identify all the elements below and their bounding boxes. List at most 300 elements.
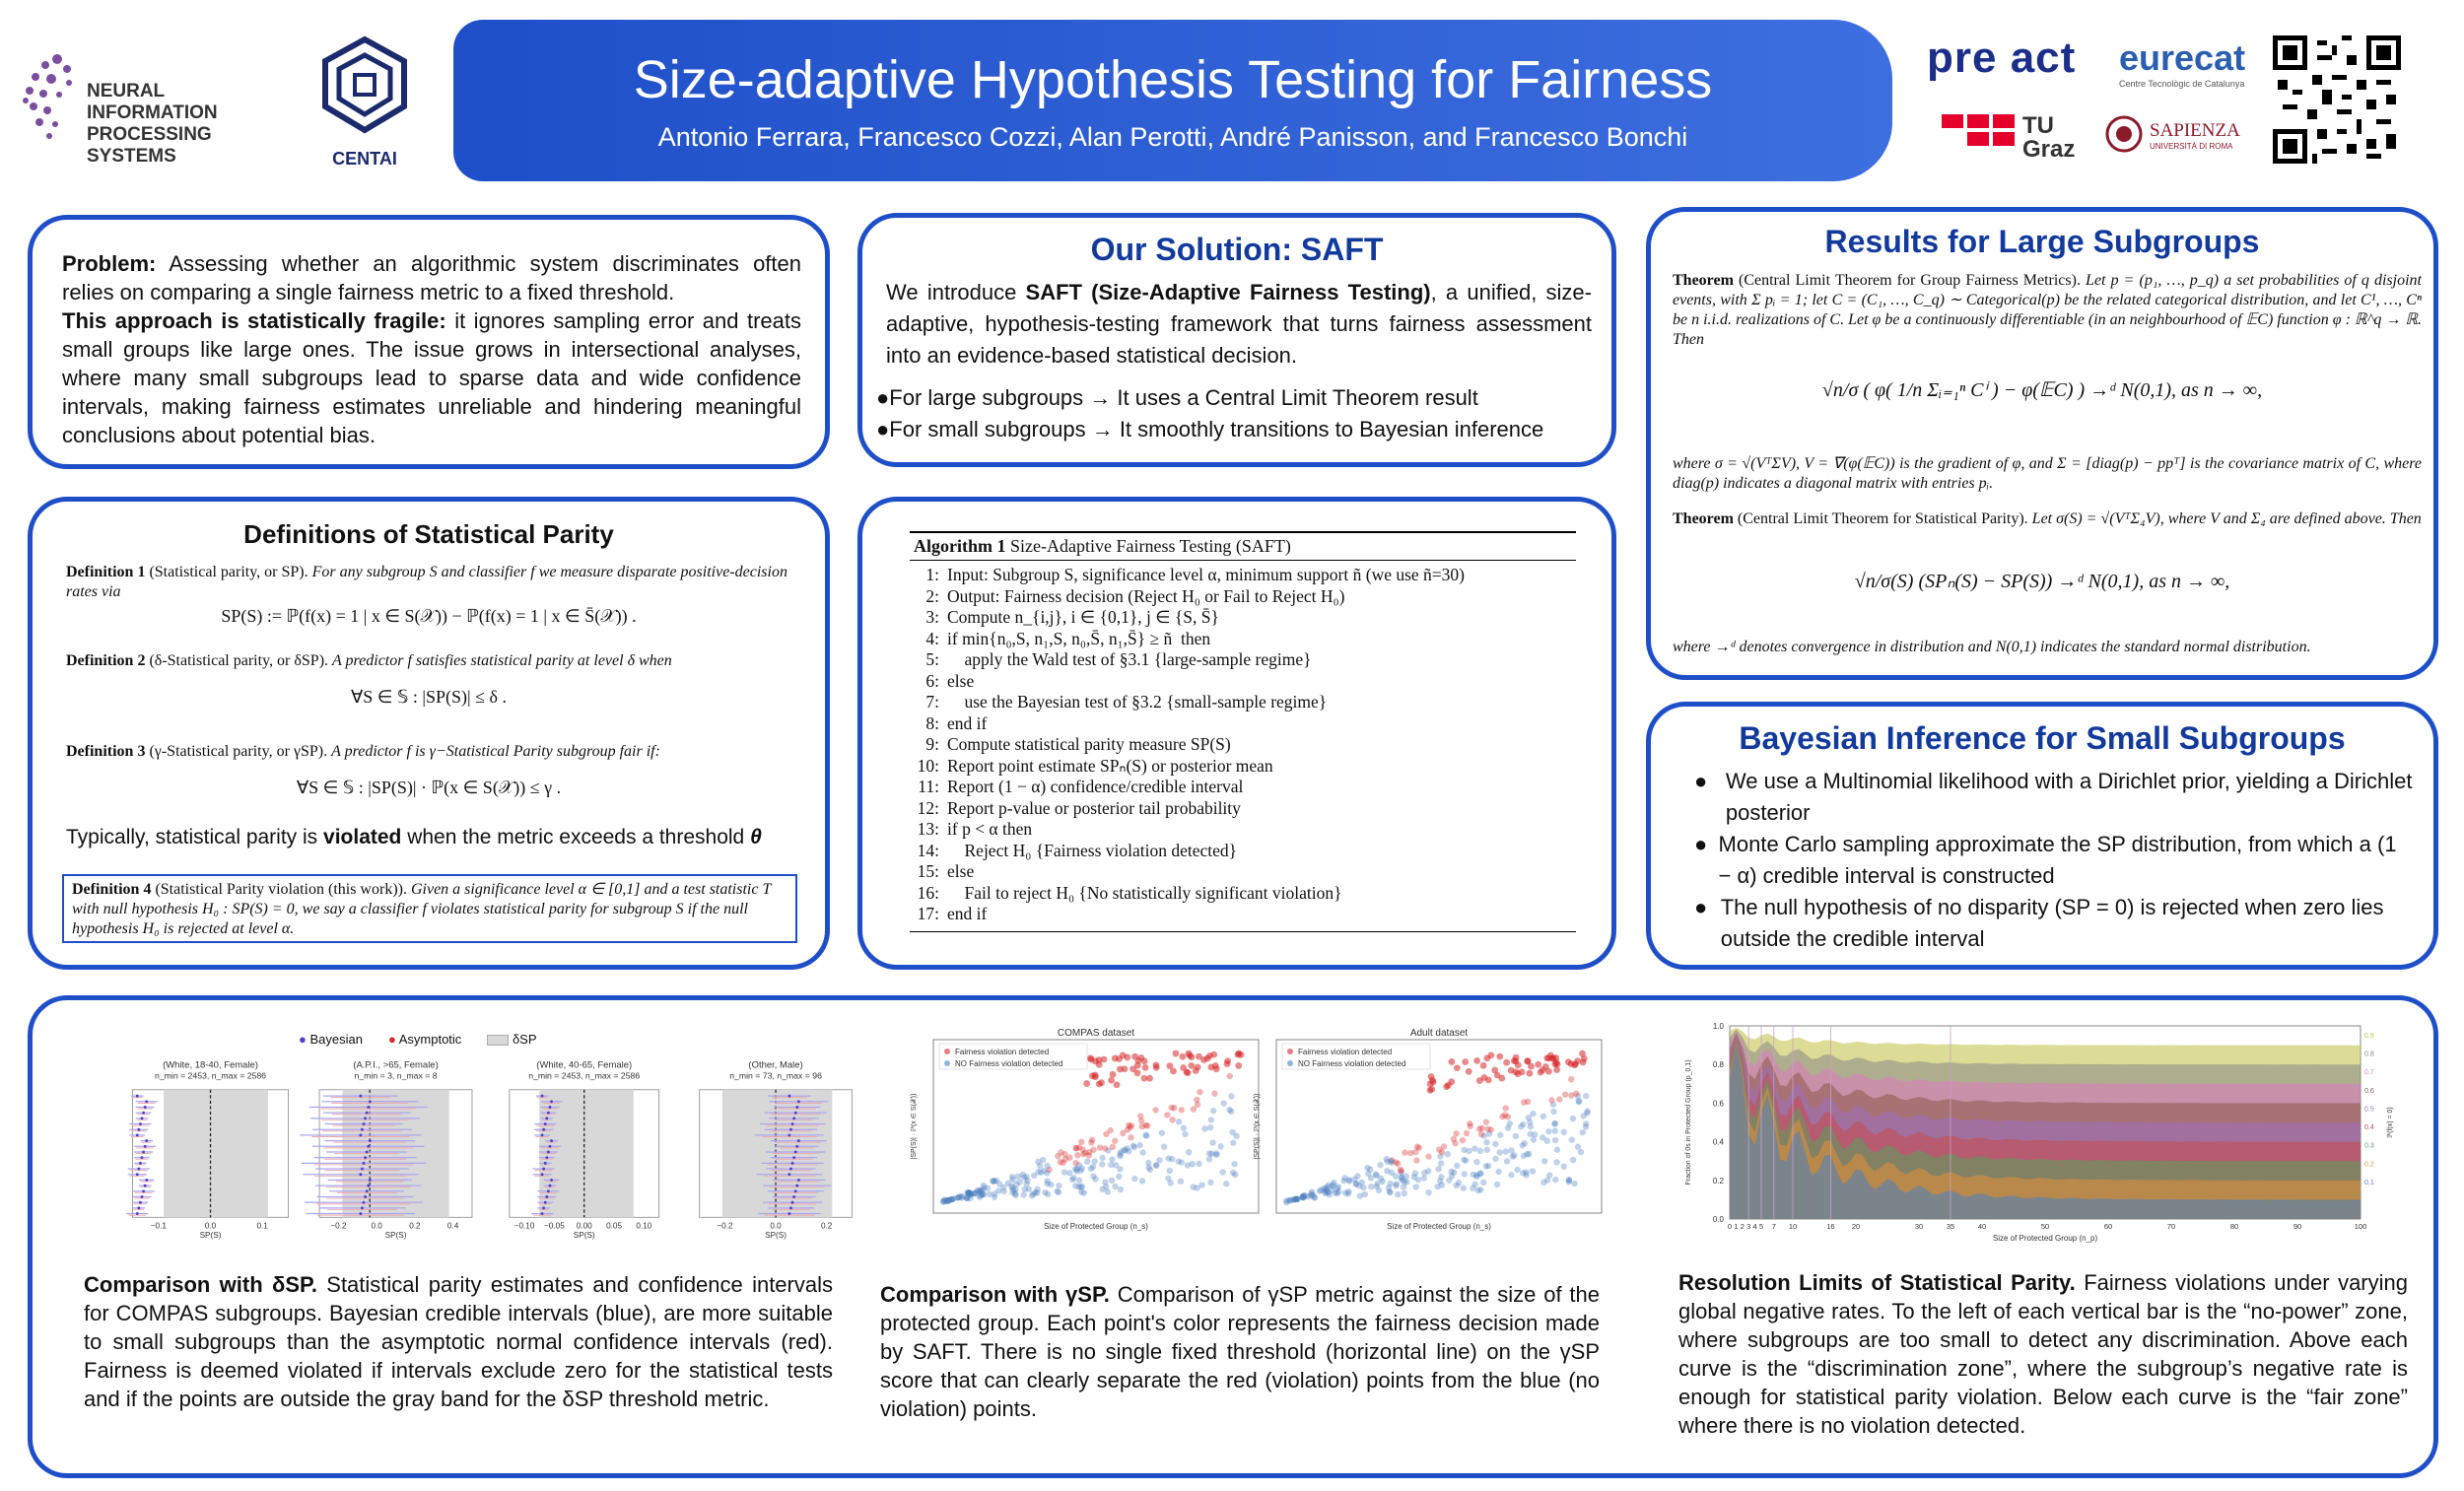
fig2-caption-text: Comparison of γSP metric against the size of the protected group. Each point's color represents the fairness decision made by SAFT. There is no single fixed threshold (horizontal line) on the γSP score that can clearly separate the red (violation) points from the blue (no violation) points. [880,1282,1600,1421]
fig2-point [1503,1105,1509,1111]
fig2-point [1462,1171,1468,1177]
fig2-point [1553,1159,1559,1165]
fig2-scatter-plots [882,1026,1651,1262]
fig2-point-violation [1092,1073,1099,1080]
fig2-point [1438,1160,1444,1166]
fig2-point [1035,1169,1041,1175]
fig2-point-violation [1580,1059,1587,1066]
fig1-point [791,1162,794,1165]
neurips-dots-icon [18,39,87,148]
fig1-panel-title: (A.P.I., >65, Female) [353,1059,439,1071]
fig2-point [1210,1108,1216,1114]
fig2-point [1483,1139,1489,1145]
legend-asymptotic: ● Asymptotic [387,1032,462,1047]
fig2-point [1545,1128,1551,1134]
fig1-point [542,1168,545,1171]
fig2-point-violation [1488,1051,1495,1058]
fig2-point [1136,1142,1142,1148]
fig1-point [364,1156,367,1159]
fig2-point [1092,1176,1098,1182]
fig2-point-violation [1173,1050,1180,1057]
fig1-dsp-band [164,1090,268,1218]
fig2-point [1511,1152,1517,1158]
fig3-xtick: 40 [1977,1222,1987,1231]
fig1-point [541,1095,544,1098]
fig2-caption [880,1280,1600,1423]
algorithm-line-text: Report (1 − α) confidence/credible interval [947,777,1244,796]
algorithm-line-number: 12: [917,797,939,818]
algorithm-title: Size-Adaptive Fairness Testing (SAFT) [1010,536,1291,556]
fig2-point [1165,1176,1171,1182]
fig2-point-violation [1565,1058,1572,1065]
fig1-point [545,1117,548,1119]
fig2-point [1128,1134,1133,1140]
fig2-title: COMPAS dataset [1057,1028,1135,1039]
fig2-xlabel: Size of Protected Group (n_s) [1044,1222,1148,1231]
fig3-caption-text: Fairness violations under varying global negative rates. To the left of each vertical bar is the “no-power” zone, where subgroups are too small to detect any discrimination. Above each curve is the “discrimination zone”, where the subgroup’s negative rate is enough for statistical parity violation. Below each curve is the “fair zone” where there is no violation detected. [1678,1270,2408,1438]
fig2-point [1219,1169,1225,1175]
algorithm-line-text: else [947,670,975,691]
bayes-panel [1646,702,2438,970]
violated-word: violated [323,826,402,848]
fig1-point [359,1095,362,1098]
fig2-point [1472,1182,1477,1187]
fig3-right-label: 0.6 [2364,1087,2374,1095]
fig2-point [1179,1107,1185,1113]
fig1-caption-label: Comparison with δSP. [84,1272,317,1297]
fig2-point-violation [1134,1069,1141,1076]
fig2-point [1054,1188,1060,1194]
fig1-point [549,1185,552,1187]
fig2-point [980,1186,986,1192]
fig2-point [1570,1116,1576,1121]
fig2-point [1552,1137,1558,1143]
fig2-point-violation [1184,1068,1191,1075]
fig2-point [1436,1166,1442,1172]
fig2-point [1453,1130,1459,1136]
fig2-point [1178,1179,1184,1185]
fig2-point [1109,1178,1115,1184]
problem-text [62,249,801,449]
fig2-point [1176,1158,1182,1164]
fig2-point [1412,1170,1418,1176]
fig2-point [1401,1184,1406,1189]
fig2-point [1412,1184,1418,1189]
definition-1-name: (Statistical parity, or SP). [149,564,308,580]
theorem-2-after: where →ᵈ denotes convergence in distribution and N(0,1) indicates the standard normal distribution. [1673,639,2311,655]
fig1-point [359,1212,362,1215]
algorithm-line [910,649,1576,671]
algorithm-line-number: 1: [925,565,939,584]
fig2-point [1413,1157,1419,1163]
bayes-title: Bayesian Inference for Small Subgroups [1739,720,2346,756]
fig2-point [1191,1106,1197,1112]
fig2-point [1206,1150,1212,1156]
fig1-point [797,1139,800,1142]
fig3-ytick: 1.0 [1712,1022,1724,1031]
fig3-right-label: 0.7 [2364,1069,2374,1077]
fig2-point [1460,1137,1466,1143]
fig2-point [1503,1148,1509,1154]
fig1-tick-label: −0.2 [717,1221,733,1231]
fig1-tick-label: 0.4 [446,1221,459,1231]
fig1-point [795,1185,798,1187]
algorithm-line [910,586,1576,608]
fig3-right-label: 0.5 [2364,1106,2374,1114]
fig2-point [1552,1177,1558,1183]
fig2-point [1211,1091,1217,1097]
fig2-point [1461,1147,1467,1153]
definition-1-label: Definition 1 [66,564,146,580]
fig2-point [1226,1107,1232,1113]
definition-4-label: Definition 4 [72,881,152,898]
fig2-point [1561,1129,1567,1135]
fig1-point [144,1145,147,1148]
fig2-legend [1282,1044,1430,1069]
fig2-point [1099,1155,1105,1161]
fig3-xtick: 4 [1752,1222,1757,1231]
fig1-point [363,1201,366,1204]
fig3-right-label: 0.2 [2364,1161,2374,1169]
qr-code[interactable] [2273,35,2401,164]
algorithm-label: Algorithm 1 [914,536,1006,556]
preact-logo: pre act [1927,34,2077,82]
fig2-point [1159,1129,1165,1135]
fig2-point [1473,1159,1479,1165]
fig1-point [550,1139,553,1142]
tugraz-icon [1942,110,2020,160]
fig2-point [1548,1097,1554,1103]
algorithm-line-number: 13: [917,819,939,839]
fig2-point [1139,1149,1145,1155]
fig2-point [1335,1184,1341,1189]
sapienza-logo [2104,114,2242,164]
theorem-2-label: Theorem [1673,510,1734,527]
fig1-point [366,1189,369,1192]
fig2-point [1561,1163,1567,1169]
fig2-point [1061,1169,1067,1175]
fig2-point [1084,1159,1090,1165]
fig2-point [1492,1156,1498,1162]
equation-1: √n/σ ( φ( 1/n Σᵢ₌₁ⁿ Cⁱ ) − φ(𝔼C) ) →ᵈ N(0,1), as n → ∞, [1821,379,2263,401]
fig2-point [1573,1090,1579,1096]
sapienza-text: SAPIENZA [2150,120,2240,141]
definition-1 [66,563,805,602]
fig2-point [1578,1149,1584,1155]
solution-intro [886,277,1592,372]
fig2-point [1112,1184,1118,1189]
fig1-point [367,1185,370,1187]
fig2-point [1166,1168,1172,1174]
fig1-point [794,1189,797,1192]
fig1-point [544,1201,547,1204]
fig2-point [1228,1093,1234,1099]
fig1-point [136,1173,139,1176]
fig2-point [1452,1140,1458,1146]
fig3-ytick: 0.4 [1712,1137,1724,1147]
fig3-xtick: 16 [1826,1222,1835,1231]
fig2-point [1171,1105,1177,1111]
fig2-point [1091,1158,1097,1164]
fig2-point [1580,1129,1586,1135]
saft-name: SAFT (Size-Adaptive Fairness Testing) [1025,280,1431,305]
fig2-point [1497,1132,1503,1138]
results-title: Results for Large Subgroups [1824,224,2260,259]
fig2-point [1231,1161,1237,1167]
fig2-ylabel: |SP(S)| · ℙ(x ∈ S(𝒳)) [1254,1093,1261,1160]
problem-text-2: it ignores sampling error and treats small groups like large ones. The issue grows in intersectional analyses, where many small subgroups lead to sparse data and wide confidence intervals, making fairness estimates unreliable and hindering meaningful conclusions about potential bias. [62,308,801,447]
algorithm-line [910,607,1576,629]
theorem-1-text: Let p = (p₁, …, p_q) a set probabilities of q disjoint events, with Σ pᵢ = 1; let C = (C₁, …, C_q) ∼ Categorical(p) be the related categorical distribution, and let C¹, …, Cⁿ be n i.i.d. realizations of C. Let φ be a continuously differentiable (in an neighbourhood of 𝔼C) function φ : ℝ^q → ℝ. Then [1673,272,2422,348]
fig2-point-violation [1235,1051,1242,1058]
algorithm-lines [910,561,1576,931]
algorithm-line [910,629,1576,650]
fig2-point [1143,1132,1149,1138]
figures-panel [28,995,2438,1478]
fig1-tick-label: 0.00 [576,1221,592,1231]
fig1-point [797,1179,800,1182]
fig2-point-violation [1207,1064,1214,1071]
fig2-point-violation [1494,1072,1501,1079]
fig2-point [1415,1177,1421,1183]
fig1-point [366,1112,369,1115]
algorithm-line-text: Report p-value or posterior tail probability [947,797,1241,818]
fig2-point [1165,1155,1171,1161]
solution-bullet-2: ●For small subgroups → It smoothly transitions to Bayesian inference [876,417,1544,441]
fig2-point [1023,1181,1029,1186]
fig3-resolution-chart [1675,1014,2404,1262]
algorithm-line-number: 10: [917,755,939,776]
fig1-xlabel: SP(S) [199,1230,222,1240]
fig2-point [1072,1160,1078,1166]
fig2-xlabel: Size of Protected Group (n_s) [1387,1222,1491,1231]
fig2-point [1568,1076,1574,1082]
fig2-point-violation [1167,1062,1174,1069]
fig2-point-violation [1538,1069,1544,1076]
fig2-point [1209,1139,1215,1145]
qr-code-icon [2273,35,2401,164]
bayes-bullets [1694,766,2414,955]
fig2-point [1079,1184,1085,1189]
fig1-tick-label: 0.0 [371,1221,382,1231]
fig2-point [1583,1093,1589,1099]
algorithm-line [910,734,1576,756]
fig1-point [787,1133,790,1136]
fig1-svg [64,1055,874,1289]
fig2-point [1552,1120,1558,1126]
fig3-ytick: 0.2 [1712,1176,1724,1186]
fig2-point [1088,1139,1094,1145]
bayes-bullet-2-text: Monte Carlo sampling approximate the SP distribution, from which a (1 − α) credible interval is constructed [1718,832,2397,888]
fig2-point [1526,1115,1532,1120]
eurecat-logo [2119,37,2245,89]
fig1-point [359,1133,362,1136]
fig2-point [1073,1168,1079,1174]
fig1-point [367,1106,370,1109]
fig2-point [1008,1184,1014,1189]
theorem-1-name: (Central Limit Theorem for Group Fairness Metrics). [1739,272,2081,289]
fig1-point [139,1162,142,1165]
fig2-point [1377,1162,1383,1168]
legend-bayesian: ● Bayesian [299,1032,363,1047]
fig1-point [545,1156,548,1159]
fig2-point [1471,1172,1476,1178]
solution-panel [857,213,1616,467]
solution-intro-pre: We introduce [886,280,1026,305]
fig2-point [1040,1157,1046,1163]
fig2-point [1421,1175,1427,1181]
fig1-point [549,1106,552,1109]
fig1-point [549,1145,552,1148]
fig1-point [541,1212,544,1215]
fig2-point [1395,1191,1401,1197]
fig3-xtick: 3 [1746,1222,1751,1231]
problem-label: Problem: [62,251,157,276]
fig2-point-violation [1503,1059,1510,1066]
fig2-point [1345,1190,1351,1196]
fig2-point [1137,1113,1143,1118]
fig2-point [1078,1139,1084,1145]
problem-panel [28,215,830,469]
algorithm-line [910,756,1576,778]
equation-2: √n/σ(S) (SPₙ(S) − SP(S)) →ᵈ N(0,1), as n → ∞, [1854,571,2230,592]
fig1-caption-text: Statistical parity estimates and confidence intervals for COMPAS subgroups. Bayesian credible intervals (blue), are more suitable to small subgroups than the asymptotic normal confidence intervals (red). Fairness is deemed violated if intervals exclude zero for the statistical tests and if the points are outside the gray band for the δSP threshold metric. [84,1272,833,1411]
fig1-point [142,1151,145,1154]
fig2-point [1208,1117,1214,1122]
fig2-point-violation [1142,1064,1149,1071]
fig2-point [1504,1158,1510,1164]
fig2-point-violation [1179,1053,1186,1060]
algorithm-line-number: 17: [917,904,939,923]
fig2-point [1475,1187,1481,1193]
fig2-point-violation [1535,1061,1541,1068]
fig2-point [1387,1181,1393,1186]
fig2-point [1368,1184,1374,1189]
fig2-point [1109,1156,1115,1162]
fig1-point [545,1195,548,1198]
fig2-point [1395,1161,1401,1167]
definition-4-text: Given a significance level α ∈ [0,1] and a test statistic T with null hypothesis H₀ : SP(S) = 0, we say a classifier f violates statistical parity for subgroup S if the null hypothesis H₀ is rejected at level α. [72,881,772,937]
fig1-point [363,1122,366,1125]
fig2-point-violation [1124,1054,1130,1061]
fig2-point [1229,1129,1235,1135]
fig2-point [1080,1151,1086,1157]
fig2-point-violation [1553,1066,1560,1073]
fig2-point [1197,1089,1202,1095]
fig1-point [542,1128,545,1131]
fig2-point [1181,1124,1187,1130]
fig1-point [542,1206,545,1209]
fig2-point [1571,1181,1577,1186]
fig2-point-violation [1571,1061,1578,1068]
fig1-tick-label: −0.05 [544,1221,565,1231]
fig1-point [137,1168,140,1171]
fig2-point [1540,1134,1545,1140]
fig2-point [1081,1189,1087,1195]
fig2-point [1020,1191,1026,1197]
fig2-point-violation [1131,1053,1138,1060]
fig2-point [1058,1159,1063,1165]
fig1-panel-title: (Other, Male) [748,1059,803,1071]
algorithm-line-text: Output: Fairness decision (Reject H₀ or Fail to Reject H₀) [947,585,1345,606]
fig2-point [1399,1168,1404,1174]
fig2-legend-blue-label: NO Fairness violation detected [955,1059,1063,1068]
algorithm-line [910,713,1576,735]
authors: Antonio Ferrara, Francesco Cozzi, Alan Perotti, André Panisson, and Francesco Bonchi [657,122,1688,152]
neurips-logo [18,39,304,168]
fig2-point [1066,1154,1072,1160]
fig1-point [139,1122,142,1125]
fig2-point [1495,1169,1501,1175]
fig2-point-violation [1448,1058,1455,1065]
fig2-point [1497,1149,1503,1155]
algorithm-line-number: 15: [917,861,939,881]
centai-emblem-icon [317,35,412,134]
fig2-point-violation [1114,1081,1121,1088]
fig2-point [1185,1162,1191,1168]
fig1-point [789,1128,792,1131]
fig2-point [1552,1127,1558,1133]
fig2-point-violation [1141,1057,1148,1064]
fig2-point [1015,1174,1021,1180]
results-panel [1646,207,2438,680]
fig2-point-violation [1108,1077,1115,1084]
fig2-point [1037,1163,1043,1169]
fig2-point [1221,1100,1227,1106]
fig2-point [1138,1123,1144,1129]
fig3-xtick: 35 [1946,1222,1955,1231]
fig1-point [787,1173,790,1176]
fig1-point [789,1206,792,1209]
fig2-point-violation [1551,1060,1558,1067]
fig2-point [992,1190,997,1196]
algorithm-line-text: Fail to reject H₀ {No statistically significant violation} [947,882,1342,903]
algorithm-line [910,904,1576,925]
fig2-point-violation [1462,1058,1469,1065]
fig2-point [1110,1144,1116,1150]
fig2-point-violation [1210,1051,1217,1058]
algorithm-line [910,692,1576,713]
algorithm-line-text: else [947,861,975,881]
fig2-point [1164,1112,1170,1118]
fig2-point [1044,1181,1050,1186]
fig1-tick-label: 0.2 [820,1221,833,1231]
theta-symbol: θ [750,826,762,848]
fig1-tick-label: 0.05 [606,1221,623,1231]
solution-title: Our Solution: SAFT [1090,232,1384,267]
fig1-tick-label: 0.0 [770,1221,782,1231]
definition-4-box [62,874,797,943]
fig1-point [541,1133,544,1136]
fig2-point [1016,1179,1022,1185]
fig2-point [1374,1184,1380,1189]
fig2-point [1521,1099,1527,1105]
theorem-2-name: (Central Limit Theorem for Statistical Parity). [1737,510,2028,527]
algorithm-line [910,565,1576,586]
fig2-point [1097,1144,1103,1150]
fig2-point [1467,1120,1472,1126]
fig2-point [1152,1107,1158,1113]
fig2-point [1144,1122,1150,1128]
fig2-point [1492,1141,1498,1147]
fig2-point [1461,1185,1467,1190]
fig2-point [1485,1163,1491,1169]
fig2-point [1182,1131,1188,1137]
fig1-point [141,1117,144,1119]
fig1-point [144,1185,147,1187]
legend-dsp-label: δSP [512,1032,537,1047]
fig2-point [1308,1192,1314,1198]
